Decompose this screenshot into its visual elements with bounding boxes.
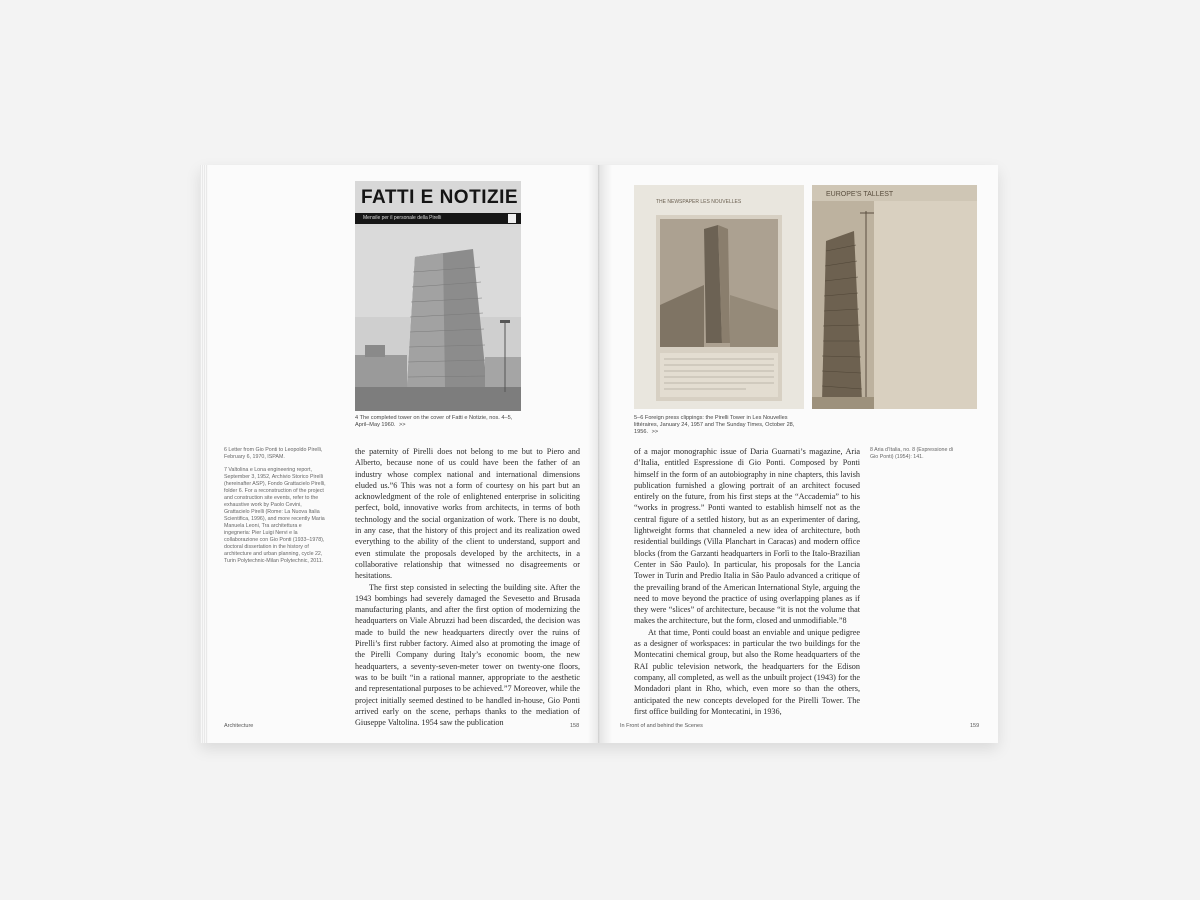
page-number-left: 158 xyxy=(570,723,580,729)
press-clipping-image xyxy=(812,185,977,409)
paragraph: the paternity of Pirelli does not belong to me but to Piero and Alberto, because none of us could have been the father of an industry whose complex national and international dimensions eluded us.”6 This was not a form of courtesy on his part but an acknowledgment of the role of enlightened enterprise in soliciting perfect, bold, innovative works from architects, in terms of both technology and the social organization of work. There is no doubt, in any case, that the history of this project and its realization owed everything to the ability of the client to understand, support and even stimulate the proposals developed by the architects, in a collaborative relationship that witnessed no disagreements or hesitations. xyxy=(355,447,580,581)
arrow-icon: >> xyxy=(398,422,406,428)
page-edge xyxy=(200,165,208,743)
footnotes-left xyxy=(224,447,326,571)
left-body-text xyxy=(355,446,580,728)
clipping-header: THE NEWSPAPER LES NOUVELLES xyxy=(656,199,742,205)
right-page xyxy=(600,165,998,743)
press-clipping-image xyxy=(634,185,804,409)
arrow-icon: >> xyxy=(651,429,659,435)
footer-section-right: In Front of and behind the Scenes xyxy=(620,723,703,729)
footnotes-right xyxy=(870,447,962,467)
open-book xyxy=(200,165,998,743)
pirelli-logo-icon xyxy=(508,214,516,223)
tower-photo xyxy=(355,227,521,411)
right-body-text xyxy=(634,446,860,717)
caption-number: 5–6 xyxy=(634,415,644,421)
left-page xyxy=(200,165,599,743)
clipping-header: EUROPE'S TALLEST xyxy=(826,191,894,198)
caption-text: The completed tower on the cover of Fatti e Notizie, nos. 4–5, April–May 1960. xyxy=(355,415,513,428)
cover-masthead: FATTI E NOTIZIE xyxy=(361,187,519,208)
cover-band: Mensile per il personale della Pirelli xyxy=(355,213,521,224)
clipping-photo xyxy=(812,201,977,409)
figure-4-caption xyxy=(355,415,523,429)
paragraph: of a major monographic issue of Daria Guarnati’s magazine, Aria d’Italia, entitled Espressione di Gio Ponti. Composed by Ponti himself in the form of an autobiography in nine chapters, this lavish publication furnished a glowing portrait of an architect focused entirely on the future, from his first steps at the “Accademia” to his “works in progress.” Ponti wanted to establish himself not as the central figure of a settled history, but as an experimenter of daring, lightweight forms that channeled a new idea of architecture, both residential buildings (Villa Planchart in Caracas) and modern office blocks (from the Garzanti headquarters in Forlì to the Italo-Brazilian Center in São Paulo). In particular, his proposals for the Lancia Tower in Turin and Predio Italia in São Paulo advanced a critique of the prevailing brand of the American International Style, arguing the need to move beyond the practice of using overlapping planes as if they were “slices” of architecture, because “it is not the volume that makes the architecture, but the form, closed and unmodifiable.”8 xyxy=(634,447,860,626)
footnote-6: 6 Letter from Gio Ponti to Leopoldo Pirelli, February 6, 1970, ISPAM. xyxy=(224,447,323,460)
caption-number: 4 xyxy=(355,415,359,421)
paragraph: The first step consisted in selecting the building site. After the 1943 bombings had severely damaged the Sevesetto and Brusada manufacturing plants, and after the first option of modernizing the headquarters on Viale Abruzzi had been discarded, the decision was made to build the new headquarters directly over the ruins of Pirelli’s first rubber factory. Aimed also at promoting the image of the Pirelli Company during Italy’s economic boom, the new headquarters, a seventy-seven-meter tower on twenty-one floors, was to be built “in a rational manner, appropriate to the aesthetic and representational purposes to be achieved.”7 Moreover, while the project initially seemed destined to be handled in-house, Gio Ponti arrived early on the scene, perhaps thanks to the mediation of Giuseppe Valtolina. 1954 saw the publication xyxy=(355,582,580,728)
footer-section-left: Architecture xyxy=(224,723,254,729)
footnote-7: 7 Valtolina e Lona engineering report, September 3, 1952, Archivio Storico Pirelli (hereinafter ASP), Fondo Grattacielo Pirelli, folder 6. For a reconstruction of the project and construction site events, refer to the exhaustive work by Paolo Cevini, Grattacielo Pirelli (Rome: La Nuova Italia Scientifica, 1996), and more recently Maria Manuela Leoni, Tra architettura e ingegneria: Pier Luigi Nervi e la collaborazione con Gio Ponti (1933–1978), doctoral dissertation in the history of architecture and urban planning, cycle 22, Turin Polytechnic-Milan Polytechnic, 2011. xyxy=(224,467,326,564)
figure-5-6-caption xyxy=(634,415,804,436)
magazine-cover-image xyxy=(355,181,521,411)
caption-text: Foreign press clippings: the Pirelli Tower in Les Nouvelles littéraires, January 24, 1957 and The Sunday Times, October 28, 1956. xyxy=(634,415,795,435)
footnote-8: 8 Aria d’Italia, no. 8 (Espressione di Gio Ponti) (1954): 141. xyxy=(870,447,954,460)
paragraph: At that time, Ponti could boast an enviable and unique pedigree as a designer of workspaces: in particular the two buildings for the Montecatini chemical group, but also the Rome headquarters of the RAI public television network, the headquarters for the Edison company, all completed, as well as the unbuilt project (1943) for the Mondadori plant in Rho, which, even more so than the others, anticipated the new concepts developed for the Pirelli Tower. The first office building for Montecatini, in 1936, xyxy=(634,627,860,716)
page-number-right: 159 xyxy=(970,723,980,729)
clipping-photo xyxy=(656,215,782,401)
